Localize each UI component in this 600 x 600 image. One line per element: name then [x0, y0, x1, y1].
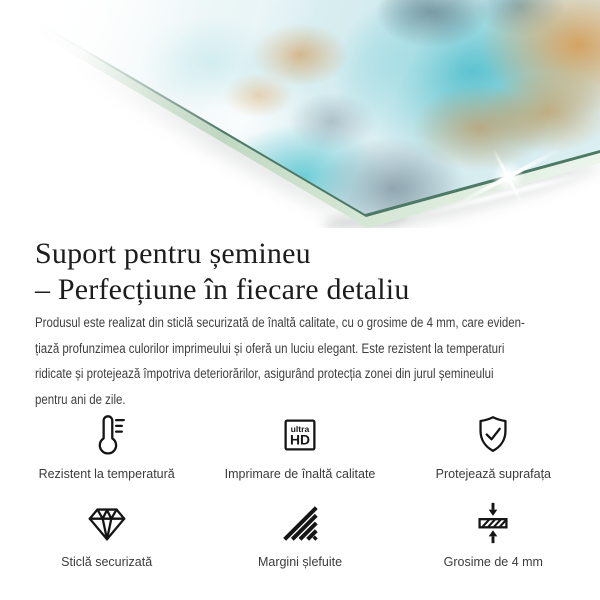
features-grid [0, 412, 600, 570]
feature-thickness [397, 500, 590, 570]
feature-label: Grosime de 4 mm [443, 555, 543, 569]
title-line-2: – Perfecțiune în fiecare detaliu [35, 273, 410, 306]
ultra-hd-icon [277, 412, 323, 458]
feature-label: Imprimare de înaltă calitate [224, 467, 376, 481]
feature-polished-edges [203, 500, 396, 570]
description-line: Produsul este realizat din sticlă securizată de înaltă calitate, cu o grosime de 4 mm, care eviden- [35, 315, 525, 330]
thermometer-icon [84, 412, 130, 458]
svg-text:ultra: ultra [290, 424, 310, 435]
feature-protects-surface [397, 412, 590, 482]
page-title [35, 236, 580, 308]
product-image [0, 0, 600, 228]
description-line: pentru ani de zile. [35, 391, 126, 407]
feature-label: Protejează suprafața [435, 467, 551, 481]
description-line: ridicate și protejează împotriva deteriorărilor, asigurând protecția zonei din jurul șemineului [35, 366, 494, 381]
title-line-1: Suport pentru șemineu [35, 237, 311, 270]
polished-edges-icon [277, 500, 323, 546]
feature-label: Rezistent la temperatură [38, 467, 175, 481]
description-line: țiază profunzimea culorilor imprimeului și oferă un luciu elegant. Este rezistent la temperaturi [35, 340, 505, 356]
product-info-section [0, 236, 600, 412]
feature-safety-glass [10, 500, 203, 570]
feature-label: Margini șlefuite [257, 555, 343, 569]
feature-print-quality [203, 412, 396, 482]
diamond-icon [84, 500, 130, 546]
shield-check-icon [470, 412, 516, 458]
product-description [35, 310, 579, 412]
feature-label: Sticlă securizată [61, 555, 153, 569]
thickness-icon [470, 500, 516, 546]
svg-text:HD: HD [289, 431, 311, 448]
feature-temperature [10, 412, 203, 482]
